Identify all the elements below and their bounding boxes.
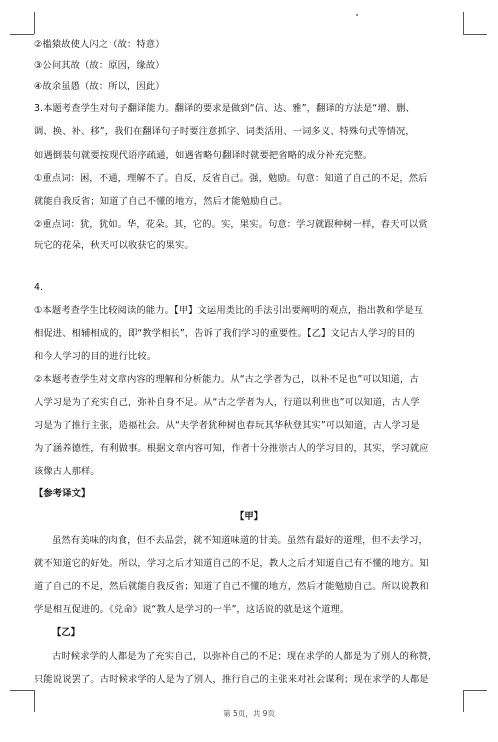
text-line: ①重点词：困，不通，理解不了。自反，反省自己。强，勉励。句意：知道了自己的不足，然后 [34, 173, 428, 184]
text-line: ②本题考查学生对文章内容的理解和分析能力。从“古之学者为己，以补不足也”可以知道，古 [34, 374, 419, 385]
text-line: 调、换、补、移”，我们在翻译句子时要注意抓字、词类活用、一词多义、特殊句式等情况， [34, 126, 415, 137]
text-line: 如遇倒装句就要按现代语序疏通，如遇省略句翻译时就要把省略的成分补充完整。 [34, 150, 373, 161]
text-line: 学是相互促进的。《兑命》说“教人是学习的一半”，这话说的就是这个道理。 [34, 604, 350, 615]
crop-mark-top-right-v [463, 12, 464, 34]
crop-mark-bottom-left-h [10, 690, 34, 691]
text-line: 就能自我反省；知道了自己不懂的地方，然后才能勉励自己。 [34, 196, 288, 207]
text-line: 该像古人那样。 [34, 466, 100, 477]
text-line: 玩它的花朵，秋天可以收获它的果实。 [34, 240, 194, 251]
crop-mark-bottom-right-h [463, 690, 487, 691]
section-jia-heading: 【甲】 [235, 511, 263, 522]
reference-translation-heading: 【参考译文】 [34, 488, 91, 499]
text-line: ②重点词：犹，犹如。华，花朵。其，它的。实，果实。句意：学习就跟种树一样，春天可以赏 [34, 219, 428, 230]
text-line: ④故余虽愚（故：所以，因此） [34, 81, 165, 92]
text-line: 虽然有美味的肉食，但不去品尝，就不知道味道的甘美。虽然有最好的道理，但不去学习， [52, 535, 428, 546]
text-line: 古时候求学的人都是为了充实自己，以弥补自己的不足；现在求学的人都是为了别人的称赞， [52, 651, 438, 662]
crop-mark-top-left-v [34, 12, 35, 34]
crop-mark-top-right-h [463, 34, 487, 35]
text-line: 习是为了推行主张，造福社会。从“夫学者犹种树也春玩其华秋登其实”可以知道，古人学习是 [34, 420, 420, 431]
text-line: 只能说说罢了。古时候求学的人是为了别人，推行自己的主张来对社会谋利；现在求学的人都是 [34, 674, 429, 685]
text-line: ①本题考查学生比较阅读的能力。【甲】文运用类比的手法引出要阐明的观点，指出教和学是互 [34, 305, 424, 316]
crop-mark-top-left-h [10, 34, 34, 35]
question-number: 4. [34, 282, 44, 293]
page-footer: 第 5页，共 9页 [223, 709, 275, 718]
speck-mark [356, 14, 358, 16]
text-line: 3.本题考查学生对句子翻译能力。翻译的要求是做到“信、达、雅”，翻译的方法是“增、删、 [34, 103, 415, 114]
text-line: 人学习是为了充实自己，弥补自身不足。从“古之学者为人，行道以利世也”可以知道，古人学 [34, 397, 420, 408]
text-line: 和今人学习的目的进行比较。 [34, 351, 157, 362]
text-line: 道了自己的不足，然后就能自我反省；知道了自己不懂的地方，然后才能勉励自己。所以说教和 [34, 581, 429, 592]
text-line: ②槛猿故使人闪之（故：特意） [34, 39, 165, 50]
section-yi-heading: 【乙】 [52, 627, 81, 638]
text-line: ③公问其故（故：原因，缘故） [34, 60, 165, 71]
text-line: 为了涵养德性，有利做事。根据文章内容可知，作者十分推崇古人的学习目的，其实，学习就应 [34, 443, 429, 454]
text-line: 就不知道它的好处。所以，学习之后才知道自己的不足，教人之后才知道自己有不懂的地方。知 [34, 558, 429, 569]
text-line: 相促进、相辅相成的，即“教学相长”，告诉了我们学习的重要性。【乙】文记古人学习的目的 [34, 328, 416, 339]
